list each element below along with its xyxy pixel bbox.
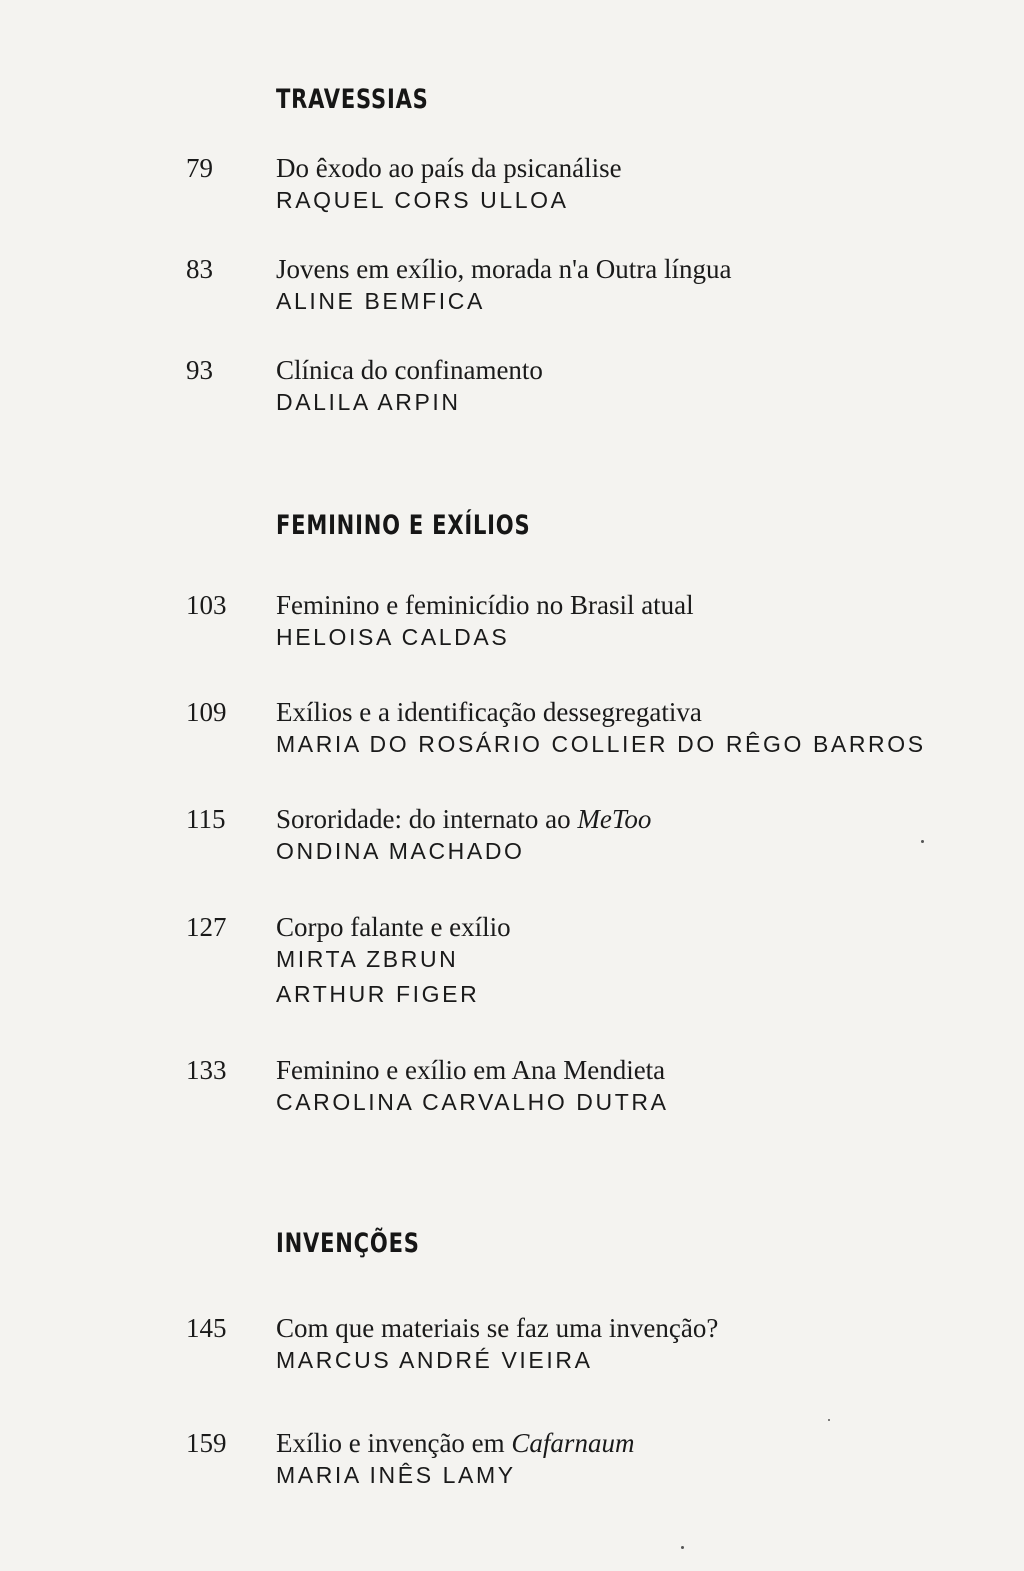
entry-title: Jovens em exílio, morada n'a Outra língua <box>276 254 732 284</box>
entry-author: ALINE BEMFICA <box>276 288 485 314</box>
page-number: 115 <box>186 804 226 834</box>
entry-body <box>276 153 996 218</box>
entry-body <box>276 1313 996 1378</box>
section-title-travessias: TRAVESSIAS <box>276 84 429 115</box>
entry-title <box>276 1428 996 1458</box>
entry-body <box>276 254 996 319</box>
entry-author: MARIA INÊS LAMY <box>276 1462 516 1488</box>
page-number: 127 <box>186 912 227 942</box>
entry-body <box>276 590 996 655</box>
entry-body <box>276 355 996 420</box>
page-number: 133 <box>186 1055 227 1085</box>
entry-title <box>276 804 996 834</box>
entry-author: DALILA ARPIN <box>276 389 461 415</box>
entry-author: ONDINA MACHADO <box>276 838 525 864</box>
paper-speck <box>828 1419 830 1421</box>
entry-title: Do êxodo ao país da psicanálise <box>276 153 622 183</box>
entry-author: HELOISA CALDAS <box>276 624 510 650</box>
entry-body <box>276 1428 996 1493</box>
section-title-invencoes: INVENÇÕES <box>276 1228 420 1259</box>
entry-author: MARIA DO ROSÁRIO COLLIER DO RÊGO BARROS <box>276 731 926 757</box>
entry-title-italic: Cafarnaum <box>511 1428 635 1458</box>
page-number: 83 <box>186 254 213 284</box>
paper-speck <box>921 840 924 843</box>
paper-speck <box>681 1546 684 1549</box>
entry-body <box>276 1055 996 1120</box>
page-number: 79 <box>186 153 213 183</box>
entry-author: ARTHUR FIGER <box>276 981 480 1007</box>
entry-author: MIRTA ZBRUN <box>276 946 459 972</box>
entry-title: Feminino e exílio em Ana Mendieta <box>276 1055 666 1085</box>
entry-title: Com que materiais se faz uma invenção? <box>276 1313 719 1343</box>
entry-author: MARCUS ANDRÉ VIEIRA <box>276 1347 593 1373</box>
entry-body <box>276 912 996 1012</box>
entry-author: RAQUEL CORS ULLOA <box>276 187 569 213</box>
page-number: 93 <box>186 355 213 385</box>
entry-title-text: Exílio e invenção em <box>276 1428 512 1458</box>
entry-title: Exílios e a identificação dessegregativa <box>276 697 702 727</box>
entry-body <box>276 697 996 762</box>
page-number: 109 <box>186 697 227 727</box>
entry-title-text: Sororidade: do internato ao <box>276 804 578 834</box>
entry-title: Feminino e feminicídio no Brasil atual <box>276 590 694 620</box>
entry-title: Clínica do confinamento <box>276 355 543 385</box>
section-title-feminino-e-exilios: FEMININO E EXÍLIOS <box>276 510 531 541</box>
entry-title: Corpo falante e exílio <box>276 912 511 942</box>
entry-body <box>276 804 996 869</box>
page-number: 159 <box>186 1428 227 1458</box>
page-number: 145 <box>186 1313 227 1343</box>
entry-title-italic: MeToo <box>577 804 652 834</box>
page-number: 103 <box>186 590 227 620</box>
entry-author: CAROLINA CARVALHO DUTRA <box>276 1089 669 1115</box>
